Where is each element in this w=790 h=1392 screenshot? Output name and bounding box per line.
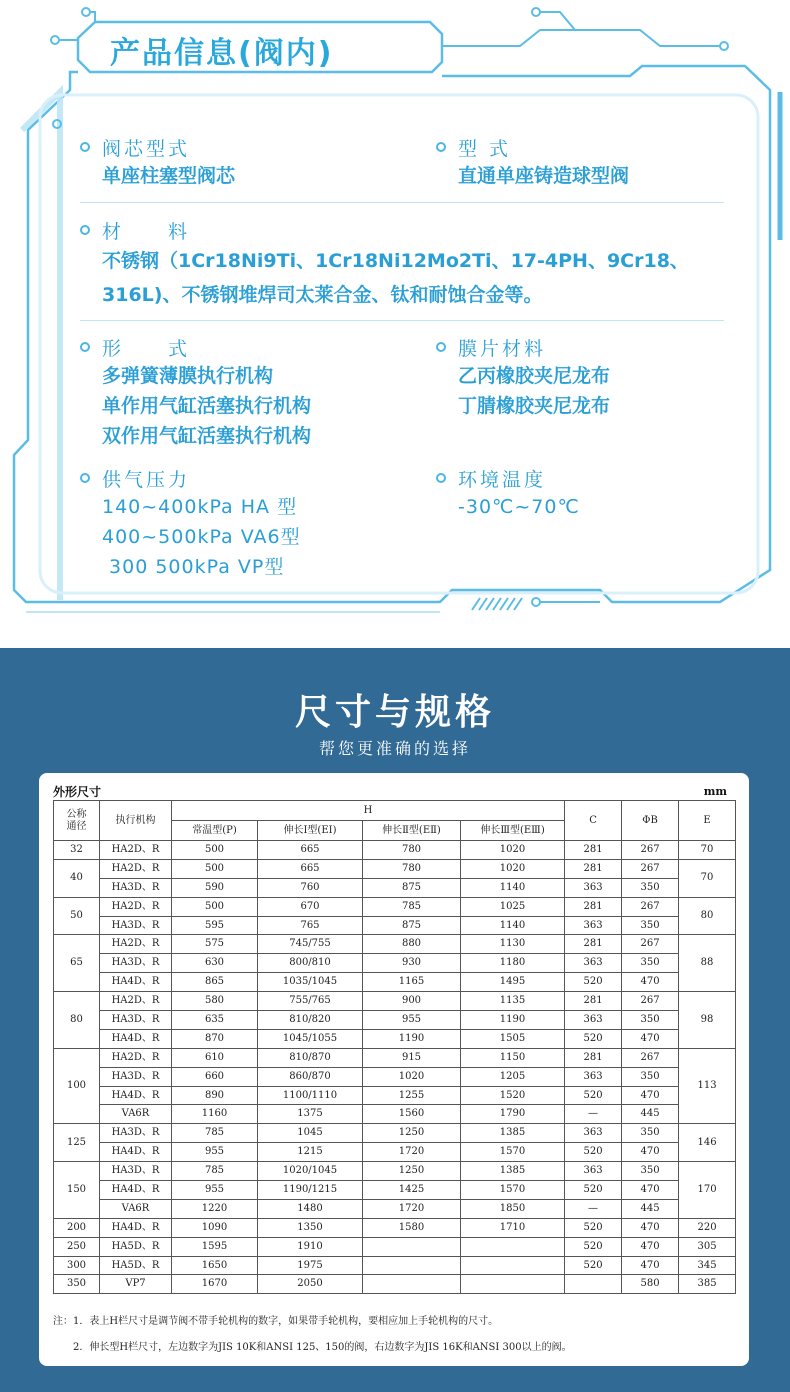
table-cell: 65 bbox=[54, 935, 100, 992]
table-cell: 1375 bbox=[258, 1105, 363, 1124]
table-cell: 80 bbox=[54, 992, 100, 1049]
core-type-block bbox=[80, 133, 235, 191]
table-cell: VA6R bbox=[100, 1199, 172, 1218]
table-cell bbox=[461, 1256, 565, 1275]
table-cell: 660 bbox=[172, 1067, 258, 1086]
table-row bbox=[54, 1237, 736, 1256]
table-cell: 930 bbox=[363, 954, 461, 973]
table-cell: 1560 bbox=[363, 1105, 461, 1124]
table-cell: 780 bbox=[363, 841, 461, 860]
ambient-temp-label-row bbox=[436, 464, 580, 492]
form-line-1: 多弹簧薄膜执行机构 bbox=[102, 365, 274, 387]
table-cell: 1790 bbox=[461, 1105, 565, 1124]
table-row bbox=[54, 973, 736, 992]
table-cell: 765 bbox=[258, 916, 363, 935]
material-block bbox=[80, 216, 780, 312]
table-cell: 70 bbox=[679, 841, 736, 860]
table-cell: 1480 bbox=[258, 1199, 363, 1218]
table-row bbox=[54, 1181, 736, 1200]
divider bbox=[80, 202, 724, 203]
table-cell: — bbox=[565, 1105, 622, 1124]
table-cell: 1090 bbox=[172, 1218, 258, 1237]
table-cell: 745/755 bbox=[258, 935, 363, 954]
table-cell: 520 bbox=[565, 973, 622, 992]
table-cell: 880 bbox=[363, 935, 461, 954]
table-cell: 40 bbox=[54, 859, 100, 897]
table-cell: 1150 bbox=[461, 1048, 565, 1067]
diaphragm-block bbox=[436, 333, 610, 421]
table-cell: 520 bbox=[565, 1143, 622, 1162]
table-cell: 520 bbox=[565, 1181, 622, 1200]
air-pressure-label: 供气压力 bbox=[102, 468, 191, 491]
spec-title: 尺寸与规格 bbox=[294, 692, 495, 733]
table-cell: 1720 bbox=[363, 1199, 461, 1218]
table-cell: HA3D、R bbox=[100, 1011, 172, 1030]
table-cell: 1570 bbox=[461, 1181, 565, 1200]
bullet-icon bbox=[436, 142, 446, 152]
table-cell: 1910 bbox=[258, 1237, 363, 1256]
table-cell: 900 bbox=[363, 992, 461, 1011]
table-cell: 810/820 bbox=[258, 1011, 363, 1030]
table-cell: HA5D、R bbox=[100, 1256, 172, 1275]
table-cell: 350 bbox=[622, 954, 679, 973]
table-cell: HA4D、R bbox=[100, 1143, 172, 1162]
table-cell: 955 bbox=[363, 1011, 461, 1030]
table-cell: 665 bbox=[258, 859, 363, 878]
table-cell: 1160 bbox=[172, 1105, 258, 1124]
table-cell: HA2D、R bbox=[100, 859, 172, 878]
table-cell: 363 bbox=[565, 878, 622, 897]
table-cell: 575 bbox=[172, 935, 258, 954]
core-type-value: 单座柱塞型阀芯 bbox=[102, 165, 236, 187]
table-cell: 80 bbox=[679, 897, 736, 935]
table-cell: 670 bbox=[258, 897, 363, 916]
table-cell: 363 bbox=[565, 954, 622, 973]
table-cell: 1035/1045 bbox=[258, 973, 363, 992]
table-row bbox=[54, 1086, 736, 1105]
table-cell: 88 bbox=[679, 935, 736, 992]
table-row bbox=[54, 954, 736, 973]
table-body bbox=[54, 841, 736, 1294]
table-cell: 281 bbox=[565, 897, 622, 916]
table-row bbox=[54, 859, 736, 878]
table-cell: 1130 bbox=[461, 935, 565, 954]
table-cell: HA3D、R bbox=[100, 1124, 172, 1143]
table-cell: HA3D、R bbox=[100, 916, 172, 935]
table-cell: 1250 bbox=[363, 1124, 461, 1143]
table-cell: 1020 bbox=[363, 1067, 461, 1086]
product-info-section bbox=[0, 0, 790, 648]
table-cell: 1190 bbox=[461, 1011, 565, 1030]
table-cell: 955 bbox=[172, 1143, 258, 1162]
diaphragm-label: 膜片材料 bbox=[458, 337, 547, 360]
core-type-label: 阀芯型式 bbox=[102, 137, 191, 160]
table-cell: 267 bbox=[622, 841, 679, 860]
table-row bbox=[54, 878, 736, 897]
table-cell: 590 bbox=[172, 878, 258, 897]
table-cell: 1020 bbox=[461, 859, 565, 878]
spec-subtitle: 帮您更准确的选择 bbox=[318, 739, 471, 758]
table-cell: 281 bbox=[565, 841, 622, 860]
table-row bbox=[54, 1218, 736, 1237]
table-cell: HA4D、R bbox=[100, 973, 172, 992]
table-row bbox=[54, 897, 736, 916]
valve-type-label-row bbox=[436, 133, 629, 161]
table-cell: 860/870 bbox=[258, 1067, 363, 1086]
form-line-2: 单作用气缸活塞执行机构 bbox=[102, 395, 312, 417]
table-cell: VP7 bbox=[100, 1275, 172, 1294]
table-cell: 890 bbox=[172, 1086, 258, 1105]
table-cell: 281 bbox=[565, 1048, 622, 1067]
product-info-title: 产品信息(阀内) bbox=[110, 36, 334, 71]
table-cell: 500 bbox=[172, 859, 258, 878]
form-line-3: 双作用气缸活塞执行机构 bbox=[102, 425, 312, 447]
bullet-icon bbox=[80, 142, 90, 152]
header-b: ΦB bbox=[622, 801, 679, 841]
table-cell: 150 bbox=[54, 1162, 100, 1219]
header-e: E bbox=[679, 801, 736, 841]
air-pressure-block bbox=[80, 464, 301, 582]
table-row bbox=[54, 841, 736, 860]
header-h-ext2: 伸长Ⅱ型(EⅡ) bbox=[363, 821, 461, 841]
table-cell: 1670 bbox=[172, 1275, 258, 1294]
table-cell: 1710 bbox=[461, 1218, 565, 1237]
table-cell: 363 bbox=[565, 1067, 622, 1086]
table-cell: 870 bbox=[172, 1029, 258, 1048]
table-cell: 267 bbox=[622, 897, 679, 916]
table-cell: 785 bbox=[172, 1124, 258, 1143]
table-cell: VA6R bbox=[100, 1105, 172, 1124]
table-cell: 1350 bbox=[258, 1218, 363, 1237]
table-row bbox=[54, 1105, 736, 1124]
table-cell: 363 bbox=[565, 1011, 622, 1030]
material-label-row bbox=[80, 216, 780, 244]
table-cell: 1850 bbox=[461, 1199, 565, 1218]
table-cell: 113 bbox=[679, 1048, 736, 1124]
header-h-ext1: 伸长Ⅰ型(EⅠ) bbox=[258, 821, 363, 841]
table-cell: HA4D、R bbox=[100, 1218, 172, 1237]
table-cell: 470 bbox=[622, 1029, 679, 1048]
note-2: 2．伸长型H栏尺寸，左边数字为JIS 10K和ANSI 125、150的阀，右边数字为JIS 16K和ANSI 300以上的阀。 bbox=[53, 1342, 572, 1353]
table-cell: 1975 bbox=[258, 1256, 363, 1275]
form-label-row bbox=[80, 333, 311, 361]
table-cell bbox=[363, 1237, 461, 1256]
table-cell: HA4D、R bbox=[100, 1086, 172, 1105]
table-row bbox=[54, 1124, 736, 1143]
table-cell: 300 bbox=[54, 1256, 100, 1275]
table-row bbox=[54, 1275, 736, 1294]
table-cell: 267 bbox=[622, 859, 679, 878]
table-cell: 345 bbox=[679, 1256, 736, 1275]
table-row bbox=[54, 916, 736, 935]
header-h-normal: 常温型(P) bbox=[172, 821, 258, 841]
table-header-row bbox=[54, 801, 736, 821]
table-cell: 267 bbox=[622, 992, 679, 1011]
ambient-temp-label: 环境温度 bbox=[458, 468, 547, 491]
table-cell: 50 bbox=[54, 897, 100, 935]
table-cell: 170 bbox=[679, 1162, 736, 1219]
table-cell: 1020 bbox=[461, 841, 565, 860]
diaphragm-label-row bbox=[436, 333, 610, 361]
table-cell: 580 bbox=[172, 992, 258, 1011]
bullet-icon bbox=[436, 473, 446, 483]
table-row bbox=[54, 1199, 736, 1218]
material-line-1: 不锈钢（1Cr18Ni9Ti、1Cr18Ni12Mo2Ti、17-4PH、9Cr18、 bbox=[102, 250, 689, 272]
table-cell: 1100/1110 bbox=[258, 1086, 363, 1105]
table-cell: 470 bbox=[622, 1181, 679, 1200]
table-title: 外形尺寸 bbox=[53, 785, 102, 799]
bullet-icon bbox=[80, 473, 90, 483]
table-cell bbox=[363, 1275, 461, 1294]
ambient-temp-value: -30℃~70℃ bbox=[458, 496, 580, 518]
table-cell: 2050 bbox=[258, 1275, 363, 1294]
air-pressure-line-2: 400~500kPa VA6型 bbox=[102, 526, 301, 548]
table-cell: 350 bbox=[622, 878, 679, 897]
table-cell: 470 bbox=[622, 1143, 679, 1162]
table-row bbox=[54, 1162, 736, 1181]
table-cell: 1580 bbox=[363, 1218, 461, 1237]
table-cell: 305 bbox=[679, 1237, 736, 1256]
table-cell: 955 bbox=[172, 1181, 258, 1200]
table-cell: 520 bbox=[565, 1086, 622, 1105]
table-cell: 363 bbox=[565, 1124, 622, 1143]
spec-section bbox=[0, 648, 790, 1392]
table-cell: 100 bbox=[54, 1048, 100, 1124]
table-cell: 1205 bbox=[461, 1067, 565, 1086]
table-cell: 1045/1055 bbox=[258, 1029, 363, 1048]
table-cell: 1505 bbox=[461, 1029, 565, 1048]
table-cell: 281 bbox=[565, 935, 622, 954]
table-cell: 500 bbox=[172, 841, 258, 860]
table-row bbox=[54, 1067, 736, 1086]
valve-type-label: 型 式 bbox=[458, 137, 512, 160]
form-label: 形 式 bbox=[102, 337, 191, 360]
table-cell: 1180 bbox=[461, 954, 565, 973]
table-cell: 350 bbox=[622, 1162, 679, 1181]
table-cell: HA3D、R bbox=[100, 1067, 172, 1086]
unit-label: mm bbox=[703, 785, 727, 798]
core-type-label-row bbox=[80, 133, 235, 161]
table-cell: 470 bbox=[622, 1086, 679, 1105]
table-cell: HA3D、R bbox=[100, 954, 172, 973]
table-cell: 250 bbox=[54, 1237, 100, 1256]
table-cell: HA5D、R bbox=[100, 1237, 172, 1256]
table-cell: 1495 bbox=[461, 973, 565, 992]
table-cell: 70 bbox=[679, 859, 736, 897]
bullet-icon bbox=[436, 342, 446, 352]
header-h: H bbox=[172, 801, 565, 821]
air-pressure-label-row bbox=[80, 464, 301, 492]
table-cell: 1045 bbox=[258, 1124, 363, 1143]
table-cell bbox=[363, 1256, 461, 1275]
table-cell: 500 bbox=[172, 897, 258, 916]
table-cell: 760 bbox=[258, 878, 363, 897]
valve-type-block bbox=[436, 133, 629, 191]
table-cell: 865 bbox=[172, 973, 258, 992]
header-c: C bbox=[565, 801, 622, 841]
table-cell: 1720 bbox=[363, 1143, 461, 1162]
table-cell: 146 bbox=[679, 1124, 736, 1162]
table-row bbox=[54, 1048, 736, 1067]
table-cell: 385 bbox=[679, 1275, 736, 1294]
table-cell: 810/870 bbox=[258, 1048, 363, 1067]
table-cell: 125 bbox=[54, 1124, 100, 1162]
table-cell: 1425 bbox=[363, 1181, 461, 1200]
table-cell: 363 bbox=[565, 916, 622, 935]
table-cell: 350 bbox=[54, 1275, 100, 1294]
diaphragm-line-1: 乙丙橡胶夹尼龙布 bbox=[458, 365, 611, 387]
table-row bbox=[54, 1029, 736, 1048]
table-cell: 800/810 bbox=[258, 954, 363, 973]
table-cell: 350 bbox=[622, 1011, 679, 1030]
table-cell: 1165 bbox=[363, 973, 461, 992]
bullet-icon bbox=[80, 342, 90, 352]
table-cell: 350 bbox=[622, 1124, 679, 1143]
table-cell: 610 bbox=[172, 1048, 258, 1067]
table-cell: 1650 bbox=[172, 1256, 258, 1275]
table-cell: 1220 bbox=[172, 1199, 258, 1218]
table-cell: 445 bbox=[622, 1105, 679, 1124]
table-row bbox=[54, 1011, 736, 1030]
dimension-table bbox=[53, 800, 736, 1294]
table-cell: 200 bbox=[54, 1218, 100, 1237]
table-cell: 1140 bbox=[461, 916, 565, 935]
table-cell: 281 bbox=[565, 992, 622, 1011]
table-cell: 1190/1215 bbox=[258, 1181, 363, 1200]
table-cell: 780 bbox=[363, 859, 461, 878]
material-line-2: 316L)、不锈钢堆焊司太莱合金、钛和耐蚀合金等。 bbox=[102, 284, 543, 306]
table-cell: 635 bbox=[172, 1011, 258, 1030]
table-cell: 1570 bbox=[461, 1143, 565, 1162]
table-cell: HA2D、R bbox=[100, 841, 172, 860]
table-cell: 220 bbox=[679, 1218, 736, 1237]
table-cell bbox=[461, 1237, 565, 1256]
header-nominal: 公称通径 bbox=[54, 801, 100, 841]
table-cell bbox=[565, 1275, 622, 1294]
table-cell: 350 bbox=[622, 916, 679, 935]
table-cell: 470 bbox=[622, 1256, 679, 1275]
ambient-temp-block bbox=[436, 464, 580, 522]
table-cell: 1135 bbox=[461, 992, 565, 1011]
table-cell: 875 bbox=[363, 916, 461, 935]
table-cell: 98 bbox=[679, 992, 736, 1049]
table-cell: HA2D、R bbox=[100, 897, 172, 916]
table-cell: 630 bbox=[172, 954, 258, 973]
valve-type-value: 直通单座铸造球型阀 bbox=[458, 165, 630, 187]
table-cell: 32 bbox=[54, 841, 100, 860]
table-cell: HA2D、R bbox=[100, 1048, 172, 1067]
table-cell: 1025 bbox=[461, 897, 565, 916]
table-cell: 1595 bbox=[172, 1237, 258, 1256]
table-cell: 1020/1045 bbox=[258, 1162, 363, 1181]
table-cell: 267 bbox=[622, 1048, 679, 1067]
header-actuator: 执行机构 bbox=[100, 801, 172, 841]
divider bbox=[80, 320, 724, 321]
table-cell: 520 bbox=[565, 1256, 622, 1275]
table-cell: 915 bbox=[363, 1048, 461, 1067]
table-cell: 363 bbox=[565, 1162, 622, 1181]
table-cell: 1520 bbox=[461, 1086, 565, 1105]
table-row bbox=[54, 1143, 736, 1162]
table-cell: 1255 bbox=[363, 1086, 461, 1105]
table-cell: 267 bbox=[622, 935, 679, 954]
table-cell: 1190 bbox=[363, 1029, 461, 1048]
table-cell: HA4D、R bbox=[100, 1181, 172, 1200]
table-cell: 785 bbox=[363, 897, 461, 916]
diaphragm-line-2: 丁腈橡胶夹尼龙布 bbox=[458, 395, 611, 417]
table-cell: 350 bbox=[622, 1067, 679, 1086]
table-cell: 520 bbox=[565, 1218, 622, 1237]
table-cell: 520 bbox=[565, 1029, 622, 1048]
table-cell: 1140 bbox=[461, 878, 565, 897]
table-cell: 281 bbox=[565, 859, 622, 878]
table-cell: 470 bbox=[622, 1218, 679, 1237]
note-1: 注：1．表上H栏尺寸是调节阀不带手轮机构的数字，如果带手轮机构，要相应加上手轮机构的尺寸。 bbox=[53, 1316, 499, 1327]
table-cell: HA2D、R bbox=[100, 992, 172, 1011]
air-pressure-line-1: 140~400kPa HA 型 bbox=[102, 496, 298, 518]
table-cell: 1215 bbox=[258, 1143, 363, 1162]
header-h-ext3: 伸长Ⅲ型(EⅢ) bbox=[461, 821, 565, 841]
bullet-icon bbox=[80, 225, 90, 235]
table-cell: 785 bbox=[172, 1162, 258, 1181]
air-pressure-line-3: 300 500kPa VP型 bbox=[102, 556, 285, 578]
table-cell: 595 bbox=[172, 916, 258, 935]
table-cell: — bbox=[565, 1199, 622, 1218]
table-row bbox=[54, 1256, 736, 1275]
table-cell: 470 bbox=[622, 1237, 679, 1256]
table-cell bbox=[461, 1275, 565, 1294]
table-cell: HA4D、R bbox=[100, 1029, 172, 1048]
table-cell: 445 bbox=[622, 1199, 679, 1218]
table-cell: 1385 bbox=[461, 1124, 565, 1143]
actuator-form-block bbox=[80, 333, 311, 451]
table-cell: 520 bbox=[565, 1237, 622, 1256]
material-label: 材 料 bbox=[102, 220, 191, 243]
table-row bbox=[54, 935, 736, 954]
table-cell: HA2D、R bbox=[100, 935, 172, 954]
table-cell: 755/765 bbox=[258, 992, 363, 1011]
table-cell: 1385 bbox=[461, 1162, 565, 1181]
table-cell: HA3D、R bbox=[100, 1162, 172, 1181]
table-cell: 470 bbox=[622, 973, 679, 992]
spec-card bbox=[39, 773, 749, 1366]
table-row bbox=[54, 992, 736, 1011]
table-cell: 580 bbox=[622, 1275, 679, 1294]
table-cell: HA3D、R bbox=[100, 878, 172, 897]
table-cell: 875 bbox=[363, 878, 461, 897]
table-cell: 665 bbox=[258, 841, 363, 860]
table-cell: 1250 bbox=[363, 1162, 461, 1181]
